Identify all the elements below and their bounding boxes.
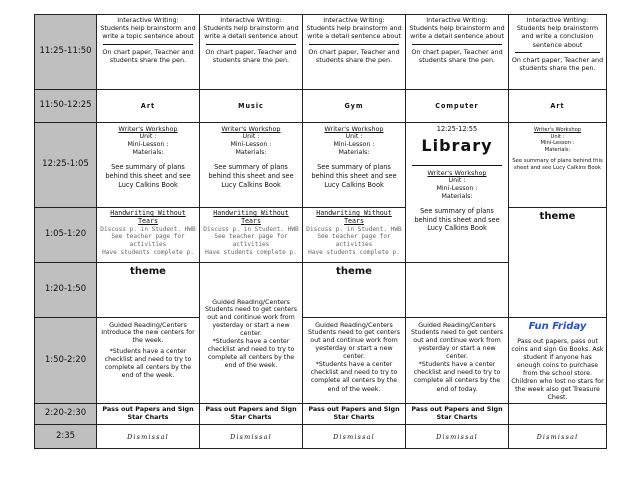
special-label: Computer — [435, 101, 479, 111]
row-specials — [35, 90, 607, 123]
unit-line: Unit : — [139, 133, 157, 141]
cell-text: Have students complete p. — [205, 248, 297, 256]
cell-text: Students help brainstorm and write a detail sentence about — [409, 24, 505, 41]
cell-text: Students help brainstorm and write a conclusion sentence about — [516, 24, 599, 49]
cell-text: Students help brainstorm and write a detail sentence about — [306, 24, 402, 41]
special-computer — [406, 90, 509, 123]
cell-text: Discuss p. in Student. HWB — [306, 225, 402, 233]
unit-line: Unit : — [448, 177, 466, 185]
cell-title: Guided Reading/Centers — [315, 321, 393, 329]
writers-workshop-cell — [200, 123, 303, 208]
interactive-writing-cell — [509, 15, 607, 90]
materials-line: Materials: — [338, 149, 370, 157]
theme-cell — [97, 263, 200, 318]
cell-text: On chart paper, Teacher and students share the pen. — [102, 47, 194, 64]
divider — [206, 44, 296, 45]
cell-text: *Students have a center checklist and need to try to complete all centers by the end of the week. — [310, 361, 398, 393]
cell-text: *Students have a center checklist and need to try to complete all centers by the end of the week. — [207, 338, 295, 370]
cell-title: Interactive Writing: — [426, 16, 488, 24]
materials-line: Materials: — [132, 149, 164, 157]
minilesson-line: Mini-Lesson : — [230, 141, 272, 149]
pass-out-cell: Pass out Papers and Sign Star Charts — [200, 404, 303, 425]
cell-title: Guided Reading/Centers — [109, 321, 187, 329]
writers-workshop-cell — [303, 123, 406, 208]
guided-reading-cell — [200, 263, 303, 404]
cell-title: Guided Reading/Centers — [418, 321, 496, 329]
weekly-schedule-table — [34, 14, 607, 449]
cell-text: Children who lost no stars for the week also get Treasure Chest. — [511, 378, 604, 402]
cell-text: *Students have a center checklist and need to try to complete all centers by the end of the week. — [104, 348, 192, 380]
divider — [103, 44, 193, 45]
cell-title: Guided Reading/Centers — [212, 297, 290, 306]
minilesson-line: Mini-Lesson : — [127, 141, 169, 149]
cell-title: Writer's Workshop — [533, 127, 582, 133]
pass-out-cell: Pass out Papers and Sign Star Charts — [406, 404, 509, 425]
library-time: 12:25-12:55 — [436, 125, 478, 133]
cell-text: On chart paper, Teacher and students share the pen. — [511, 55, 604, 72]
guided-reading-cell — [97, 318, 200, 404]
cell-text: On chart paper, Teacher and students share the pen. — [308, 47, 400, 64]
row-guided-reading — [35, 318, 607, 404]
handwriting-cell — [200, 208, 303, 263]
theme-label: theme — [130, 266, 166, 277]
cell-text: Discuss p. in Student. HWB — [100, 225, 196, 233]
cell-title: Handwriting Without Tears — [110, 209, 186, 226]
guided-reading-cell — [303, 318, 406, 404]
cell-text: Students need to get centers out and continue work from yesterday or start a new center. — [204, 305, 297, 338]
summary-text: See summary of plans behind this sheet and see Lucy Calkins Book — [414, 207, 500, 233]
cell-title: Writer's Workshop — [324, 125, 384, 133]
pass-out-cell: Pass out Papers and Sign Star Charts — [97, 404, 200, 425]
special-art — [97, 90, 200, 123]
cell-text: *Students have a center checklist and need to try to complete all centers by the end of today. — [413, 361, 501, 393]
time-cell: 11:50-12:25 — [35, 90, 97, 123]
special-gym — [303, 90, 406, 123]
divider — [412, 165, 502, 166]
minilesson-line: Mini-Lesson : — [333, 141, 375, 149]
cell-text: Students need to get centers out and continue work from yesterday or start a new center. — [307, 329, 400, 361]
dismissal-cell: Dismissal — [200, 425, 303, 449]
theme-cell — [509, 208, 607, 318]
writers-workshop-cell — [97, 123, 200, 208]
row-dismissal — [35, 425, 607, 449]
pass-out-cell: Pass out Papers and Sign Star Charts — [303, 404, 406, 425]
cell-text: Discuss p. in Student. HWB — [203, 225, 299, 233]
theme-label: theme — [539, 211, 576, 222]
cell-title: Interactive Writing: — [220, 16, 282, 24]
materials-line: Materials: — [441, 193, 473, 201]
interactive-writing-cell — [97, 15, 200, 90]
cell-text: Introduce the new centers for the week. — [101, 329, 195, 345]
cell-title: Interactive Writing: — [323, 16, 385, 24]
dismissal-cell: Dismissal — [97, 425, 200, 449]
cell-text: See teacher page for activities — [111, 233, 185, 249]
special-label: Gym — [344, 101, 364, 111]
empty-cell — [509, 404, 607, 425]
cell-text: On chart paper, Teacher and students share the pen. — [411, 47, 503, 64]
special-music — [200, 90, 303, 123]
cell-text: Students need to get centers out and continue work from yesterday or start a new center. — [410, 329, 503, 361]
row-handwriting — [35, 208, 607, 263]
time-cell: 1:05-1:20 — [35, 208, 97, 263]
minilesson-line: Mini-Lesson : — [540, 140, 575, 147]
theme-cell — [303, 263, 406, 318]
row-pass-out — [35, 404, 607, 425]
cell-text: Students help brainstorm and write a topic sentence about — [100, 24, 196, 41]
special-label: Art — [140, 101, 156, 111]
cell-title: Writer's Workshop — [427, 168, 487, 177]
time-cell: 2:20-2:30 — [35, 404, 97, 425]
handwriting-cell — [303, 208, 406, 263]
interactive-writing-cell — [406, 15, 509, 90]
empty-cell — [406, 263, 509, 318]
cell-text: Pass out papers, pass out coins and sign Go Books. Ask student if anyone has enough coins to purchase from the school store. — [511, 337, 604, 377]
unit-line: Unit : — [345, 133, 363, 141]
unit-line: Unit : — [242, 133, 260, 141]
divider — [412, 44, 502, 45]
cell-title: Handwriting Without Tears — [316, 209, 392, 226]
theme-label: theme — [336, 266, 372, 277]
fun-friday-title: Fun Friday — [528, 321, 587, 332]
cell-text: See teacher page for activities — [214, 233, 288, 249]
time-cell: 1:20-1:50 — [35, 263, 97, 318]
library-label: Library — [421, 136, 493, 156]
materials-line: Materials: — [544, 146, 571, 153]
dismissal-cell: Dismissal — [406, 425, 509, 449]
fun-friday-cell — [509, 318, 607, 404]
row-writers-workshop — [35, 123, 607, 208]
dismissal-cell: Dismissal — [509, 425, 607, 449]
guided-reading-cell — [406, 318, 509, 404]
cell-text: Have students complete p. — [102, 248, 194, 256]
summary-text: See summary of plans behind this sheet and see Lucy Calkins Book — [311, 163, 397, 189]
divider — [309, 44, 399, 45]
cell-title: Interactive Writing: — [117, 16, 179, 24]
cell-text: See teacher page for activities — [317, 233, 391, 249]
summary-text: See summary of plans behind this sheet and see Lucy Calkins Book — [512, 157, 603, 171]
cell-title: Writer's Workshop — [221, 125, 281, 133]
minilesson-line: Mini-Lesson : — [436, 185, 478, 193]
cell-title: Interactive Writing: — [526, 16, 589, 24]
cell-title: Handwriting Without Tears — [213, 209, 289, 226]
interactive-writing-cell — [200, 15, 303, 90]
summary-text: See summary of plans behind this sheet and see Lucy Calkins Book — [208, 163, 294, 189]
time-cell: 11:25-11:50 — [35, 15, 97, 90]
writers-workshop-cell — [509, 123, 607, 208]
divider — [515, 52, 600, 53]
special-label: Art — [550, 101, 565, 111]
time-cell: 1:50-2:20 — [35, 318, 97, 404]
row-interactive-writing — [35, 15, 607, 90]
cell-text: Have students complete p. — [308, 248, 400, 256]
materials-line: Materials: — [235, 149, 267, 157]
unit-line: Unit : — [550, 133, 565, 140]
dismissal-cell: Dismissal — [303, 425, 406, 449]
library-writers-workshop-cell — [406, 123, 509, 263]
cell-title: Writer's Workshop — [118, 125, 178, 133]
interactive-writing-cell — [303, 15, 406, 90]
special-label: Music — [238, 101, 264, 111]
handwriting-cell — [97, 208, 200, 263]
special-art — [509, 90, 607, 123]
time-cell: 2:35 — [35, 425, 97, 449]
cell-text: Students help brainstorm and write a detail sentence about — [203, 24, 299, 41]
time-cell: 12:25-1:05 — [35, 123, 97, 208]
cell-text: On chart paper, Teacher and students share the pen. — [205, 47, 297, 64]
summary-text: See summary of plans behind this sheet and see Lucy Calkins Book — [105, 163, 191, 189]
